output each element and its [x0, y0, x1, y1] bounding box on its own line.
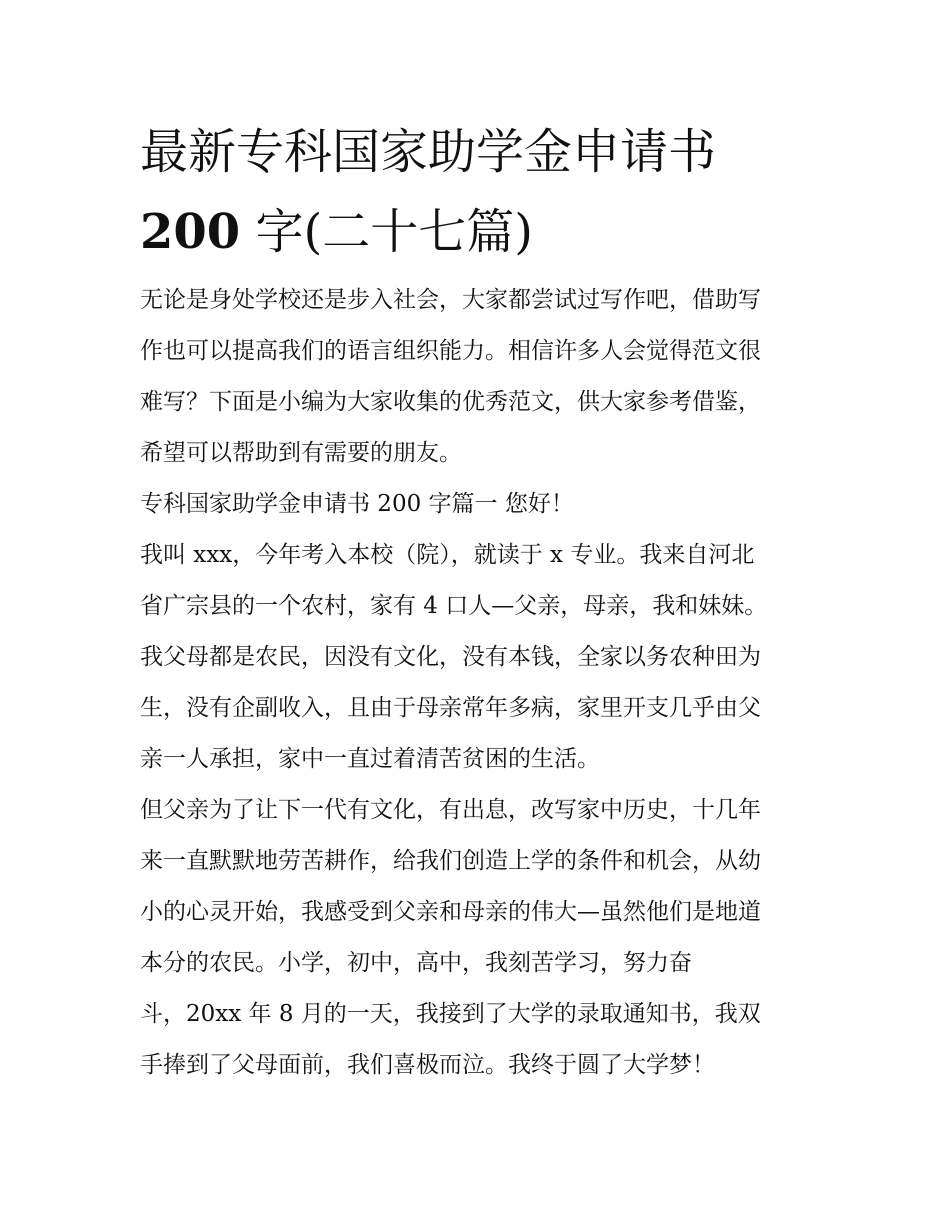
title-suffix: 字(二十七篇) — [240, 204, 533, 260]
body-line: 省广宗县的一个农村，家有 4 口人—父亲，母亲，我和妹妹。 — [140, 593, 768, 619]
body-line: 难写？下面是小编为大家收集的优秀范文，供大家参考借鉴， — [140, 389, 761, 415]
body-line: 来一直默默地劳苦耕作，给我们创造上学的条件和机会，从幼 — [140, 848, 761, 874]
title-line-1: 最新专科国家助学金申请书 — [140, 124, 717, 180]
body-line: 本分的农民。小学，初中，高中，我刻苦学习，努力奋 — [140, 950, 692, 976]
body-line: 手捧到了父母面前，我们喜极而泣。我终于圆了大学梦！ — [140, 1052, 715, 1078]
document-body — [140, 275, 812, 1091]
body-line: 我叫 xxx，今年考入本校（院），就读于 x 专业。我来自河北 — [140, 542, 755, 568]
body-line: 作也可以提高我们的语言组织能力。相信许多人会觉得范文很 — [140, 338, 761, 364]
body-line: 小的心灵开始，我感受到父亲和母亲的伟大—虽然他们是地道 — [140, 899, 761, 925]
title-number: 200 — [140, 204, 241, 260]
section-heading-line: 专科国家助学金申请书 200 字篇一 您好！ — [140, 491, 574, 517]
title-line-2 — [140, 192, 840, 272]
document-title — [140, 112, 840, 272]
body-line: 希望可以帮助到有需要的朋友。 — [140, 440, 462, 466]
body-line: 生，没有企副收入，且由于母亲常年多病，家里开支几乎由父 — [140, 695, 761, 721]
body-line: 但父亲为了让下一代有文化，有出息，改写家中历史，十几年 — [140, 797, 761, 823]
body-line: 亲一人承担，家中一直过着清苦贫困的生活。 — [140, 746, 600, 772]
body-line: 无论是身处学校还是步入社会，大家都尝试过写作吧，借助写 — [140, 287, 761, 313]
body-line: 斗，20xx 年 8 月的一天，我接到了大学的录取通知书，我双 — [140, 1001, 761, 1027]
body-line: 我父母都是农民，因没有文化，没有本钱，全家以务农种田为 — [140, 644, 761, 670]
